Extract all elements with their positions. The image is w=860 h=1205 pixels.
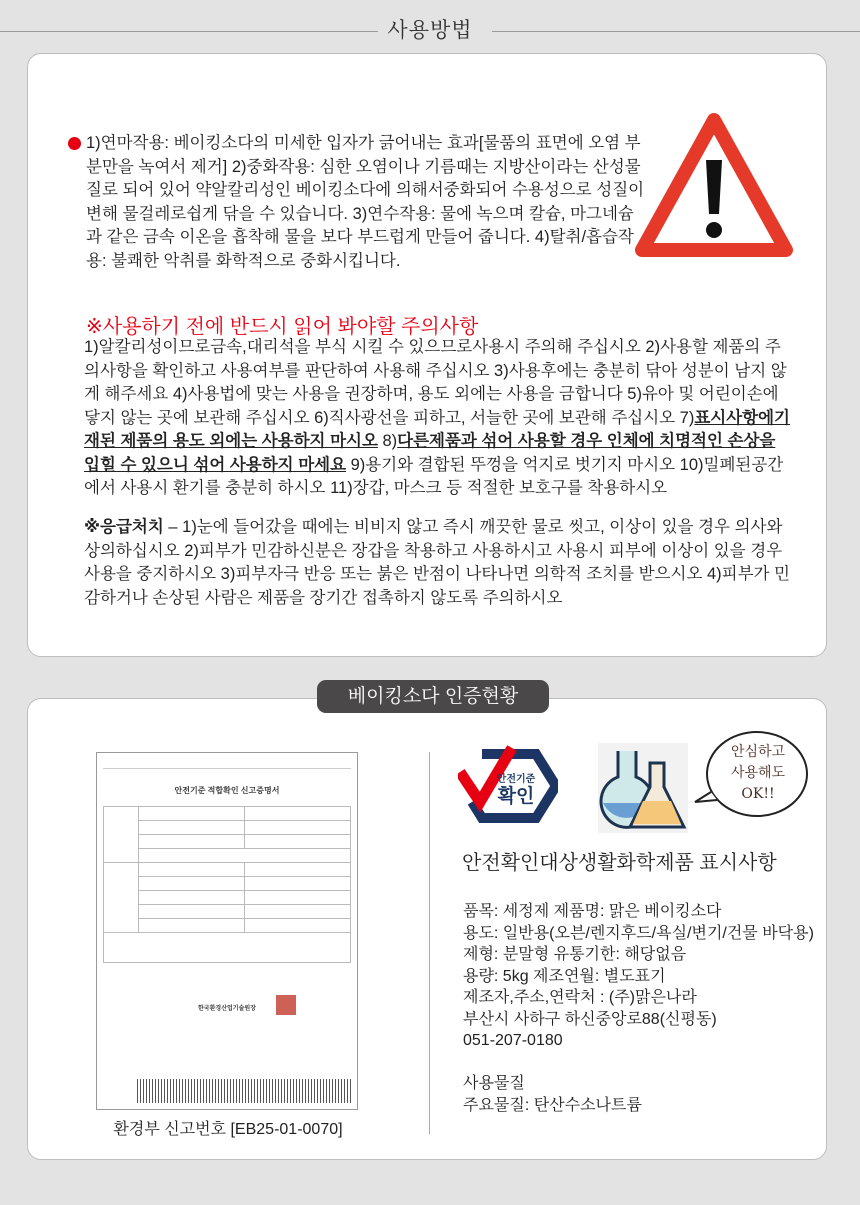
warning-icon — [634, 112, 794, 262]
svg-text:확인: 확인 — [497, 786, 535, 807]
caution-part: 9)용기와 결합된 뚜껑을 억지로 벗기지 마시오 10)밀폐된공간에서 사용시 환기를 충분히 하시오 11)장갑, 마스크 등 적절한 보호구를 착용하시오 — [84, 455, 784, 497]
emergency-label: ※응급처치 — [84, 518, 164, 536]
caution-text — [84, 336, 794, 501]
info-line: 용량: 5kg 제조연월: 별도표기 — [463, 967, 666, 985]
section-title: 사용방법 — [387, 19, 473, 42]
caution-part: 8) — [377, 432, 398, 450]
caution-emphasis: 다른제품과 섞어 사용할 경우 인체에 치명적인 손상을 입힐 수 있으니 섞어 사용하지 마세요 — [84, 432, 776, 474]
info-line: 품목: 세정제 제품명: 맑은 베이킹소다 — [463, 903, 722, 920]
certificate-title: 안전기준 적합확인 신고증명서 — [174, 786, 280, 795]
divider — [0, 31, 378, 32]
emergency-body: – 1)눈에 들어갔을 때에는 비비지 않고 즉시 깨끗한 물로 씻고, 이상이 있을 경우 의사와 상의하십시오 2)피부가 민감하신분은 장갑을 착용하고 사용하시고 사용시 피부에 이상이 있을 경우 사용을 중지하시오 3)피부자극 반응 또는 붉은 반점이 나타나면 의학적 조치를 받으시오 4)피부가 민감하거나 손상된 사람은 제품을 장기간 접촉하지 않도록 주의하시오 — [84, 518, 790, 607]
certificate-image — [96, 752, 358, 1110]
bullet-icon — [68, 137, 81, 150]
caution-title: ※사용하기 전에 반드시 읽어 봐야할 주의사항 — [86, 316, 479, 338]
bubble-text: 사용해도 — [730, 765, 786, 781]
divider — [429, 752, 430, 1134]
info-line: 용도: 일반용(오븐/렌지후드/욕실/변기/건물 바닥용) — [463, 924, 814, 942]
seal-icon — [276, 995, 296, 1015]
info-line — [463, 1052, 814, 1074]
usage-description — [68, 132, 648, 273]
info-line: 부산시 사하구 하신중앙로88(신평동) — [463, 1010, 717, 1028]
label-info — [463, 901, 814, 1116]
usage-text: 1)연마작용: 베이킹소다의 미세한 입자가 긁어내는 효과[물품의 표면에 오염 부분만을 녹여서 제거] 2)중화작용: 심한 오염이나 기름때는 지방산이라는 산성물질로 되어 있어 약알칼리성인 베이킹소다에 의해서중화되어 수용성으로 성질이 변해 물걸레로쉽게 닦을 수 있습니다. 3)연수작용: 물에 녹으며 칼슘, 마그네슘과 같은 금속 이온을 흡착해 물을 보다 부드럽게 만들어 줍니다. 4)탈취/흡습작용: 불쾌한 악취를 화학적으로 중화시킵니다. — [86, 134, 645, 270]
certificate-issuer: 한국환경산업기술원장 — [198, 1006, 256, 1012]
safety-check-badge-icon — [458, 744, 558, 828]
section-header-usage — [0, 14, 860, 44]
flask-icon — [598, 743, 688, 833]
certificate-caption: 환경부 신고번호 [EB25-01-0070] — [113, 1121, 343, 1138]
emergency-text — [84, 516, 794, 610]
info-line: 제조자,주소,연락처 : (주)맑은나라 — [463, 989, 697, 1006]
info-line: 주요물질: 탄산수소나트륨 — [463, 1096, 642, 1114]
svg-text:안전기준: 안전기준 — [496, 774, 536, 785]
certification-title: 베이킹소다 인증현황 — [317, 680, 549, 713]
usage-card — [27, 53, 827, 657]
barcode-icon — [137, 1079, 351, 1103]
bubble-text: OK!! — [741, 786, 775, 802]
caution-emphasis: 표시사항에기재된 제품의 용도 외에는 사용하지 마시오 — [84, 408, 790, 450]
certificate-table — [103, 806, 351, 963]
info-line: 051-207-0180 — [463, 1032, 563, 1049]
label-info-title: 안전확인대상생활화학제품 표시사항 — [462, 852, 777, 874]
info-line: 제형: 분말형 유통기한: 해당없음 — [463, 946, 687, 963]
bubble-text: 안심하고 — [730, 744, 786, 760]
info-line: 사용물질 — [463, 1075, 525, 1092]
speech-bubble — [693, 730, 811, 822]
caution-part: 1)알칼리성이므로금속,대리석을 부식 시킬 수 있으므로사용시 주의해 주십시오 2)사용할 제품의 주의사항을 확인하고 사용여부를 판단하여 사용해 주십시오 3)사용후에는 충분히 닦아 성분이 남지 않게 해주세요 4)사용법에 맞는 사용을 권장하며, 용도 외에는 사용을 금합니다 5)유아 및 어린이손에 닿지 않는 곳에 보관해 주십시오 6)직사광선을 피하고, 서늘한 곳에 보관해 주십시오 7) — [84, 338, 787, 427]
divider — [492, 31, 860, 32]
